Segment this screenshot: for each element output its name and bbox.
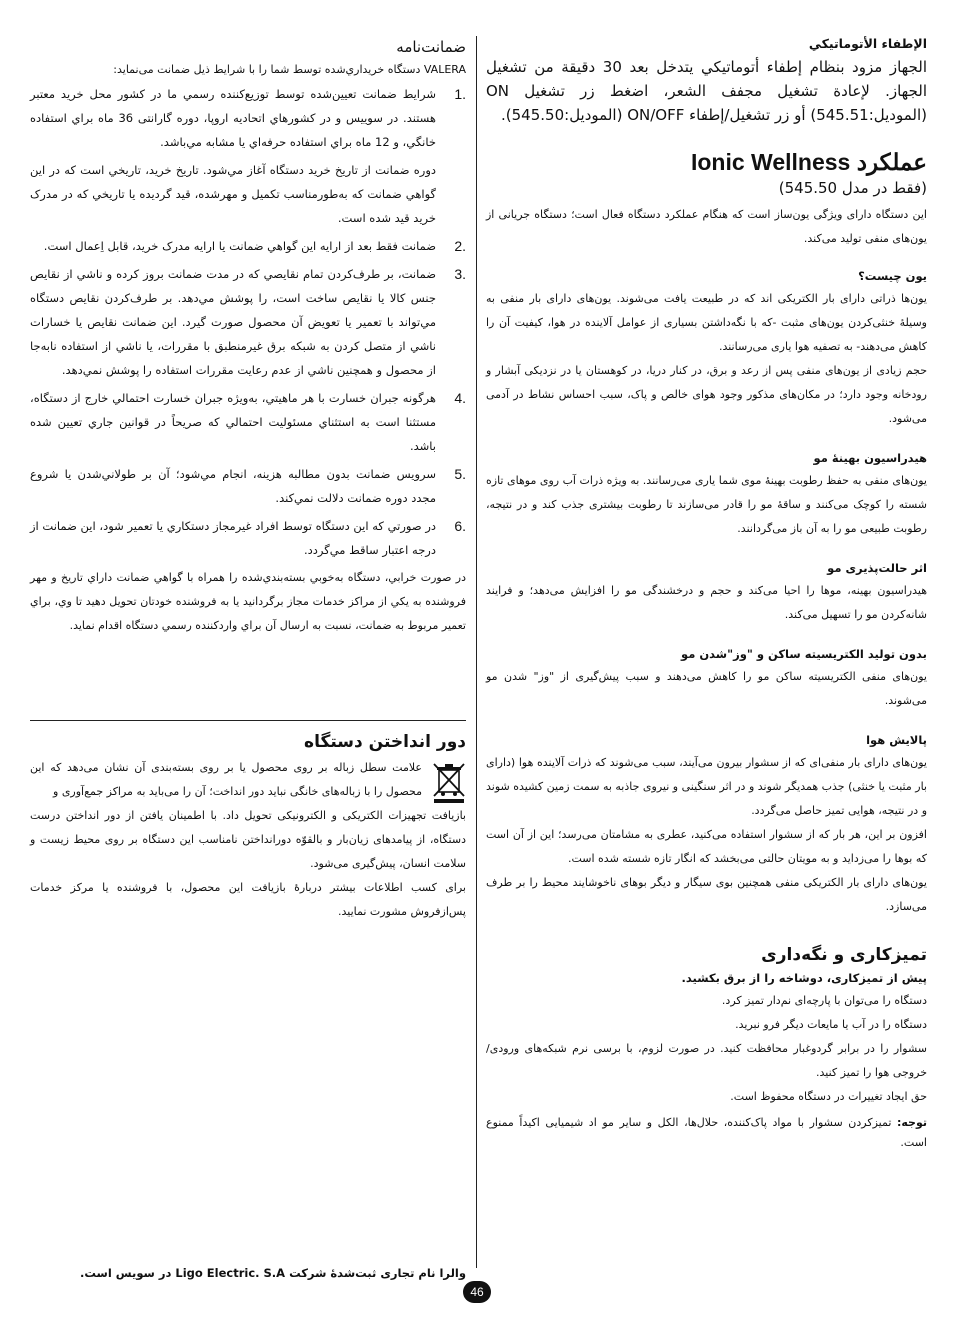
- ionic-subsection-title: اثر حالت‌پذیری مو: [827, 561, 927, 575]
- warranty-item-text: هرگونه جبران خسارت با هر ماهیتي، به‌ویژه جبران خسارت احتمالي خارج از دستگاه، مستثنا است به استثناي مسئولیت احتمالي که صریحاً در قوانین جاري تعیین شده باشد.: [30, 391, 436, 453]
- ionic-subsections: [486, 265, 927, 919]
- warranty-intro: VALERA دستگاه خریداري‌شده توسط شما را با شرایط ذیل ضمانت می‌نماید:: [113, 63, 466, 76]
- ionic-subsection-title: پالایش هوا: [866, 733, 927, 747]
- cleaning-lines: [486, 989, 927, 1109]
- section-divider: [30, 720, 466, 721]
- ionic-subsection-title: یون چیست؟: [858, 269, 927, 283]
- warranty-item-text: ضمانت، بر طرف‌کردن تمام نقایصي که در مدت ضمانت بروز کرده و ناشي از نقایص جنس کالا یا نقایص ساخت است، را پوشش مي‌دهد. بر طرف‌کردن نقایص دستگاه مي‌تواند با تعمیر یا تعویض آن محصول صورت گیرد. این ضمانت نقایص یا خسارات ناشي از متصل کردن به شبکه برق غیرمنطبق با مقررات، یا ناشي از استفاده نابه‌جا از محصول و همچنین ناشي از عدم رعایت مقررات استفاده را پوشش نمي‌دهد.: [30, 267, 436, 377]
- warranty-item: [30, 514, 466, 562]
- warranty-item: [30, 462, 466, 510]
- warranty-item-text: در صورتي که این دستگاه توسط افراد غیرمجاز دستکاري یا تعمیر شود، این ضمانت از درجه اعتبار ساقط مي‌گردد.: [30, 519, 436, 557]
- ionic-section: [486, 147, 927, 919]
- left-column: [30, 36, 466, 638]
- warranty-item-text: سرویس ضمانت بدون مطالبه هزینه، انجام مي‌شود؛ آن بر طولاني‌شدن یا شروع مجدد دوره ضمانت دلالت نمي‌کند.: [30, 467, 436, 505]
- warranty-item-number: .6: [454, 518, 466, 534]
- ionic-paragraph: یون‌های منفی الکتریسیته ساکن مو را کاهش می‌دهند و سبب پیش‌گیری از "وز" شدن مو می‌شوند.: [486, 670, 927, 707]
- warranty-item-extra: دوره ضمانت از تاریخ خرید دستگاه آغاز مي‌شود. تاریخ خرید، تاریخي است که در این گواهي ضمانت که به‌طورمناسب تکمیل و مهرشده، قید گردیده یا تاریخي که در مدرک خرید قید شده است.: [30, 163, 436, 225]
- crossed-bin-icon: [432, 760, 466, 804]
- ionic-title-en: Ionic Wellness: [690, 149, 851, 175]
- auto-off-title: الإطفاء الأتوماتيكي: [808, 36, 927, 51]
- cleaning-note: [486, 1113, 927, 1153]
- ionic-subtitle: (فقط در مدل 545.50): [778, 179, 927, 197]
- warranty-item: [30, 82, 466, 230]
- ionic-paragraph: یون‌ها ذراتی دارای بار الکتریکی اند که در طبیعت یافت می‌شوند. یون‌های دارای بار منفی به وسیلهٔ خنثی‌کردن یون‌های مثبت -که با نگه‌داشتن بسیاری از عوامل آلاینده در هوا، کیفیت آن را کاهش می‌دهند- به تصفیه هوا یاری می‌رسانند.: [486, 292, 927, 353]
- ionic-title: [486, 147, 927, 177]
- warranty-item-number: .3: [454, 266, 466, 282]
- ionic-paragraph: یون‌های دارای بار الکتریکی منفی همچنین بوی سیگار و دیگر بوهای ناخوشایند محیط را بر طرف می‌سازد.: [486, 876, 927, 913]
- ionic-paragraph: حجم زیادی از یون‌های منفی پس از رعد و برق، در کنار دریا، در کوهستان یا در نزدیکی آبشار و رودخانه وجود دارد؛ در مکان‌های مذکور وجود هوای خالص و پاک، سبب احساس نشاط در آدمی می‌شود.: [486, 364, 927, 425]
- ionic-subsection: [486, 729, 927, 919]
- warranty-item-text: ضمانت فقط بعد از ارایه این گواهي ضمانت یا ارایه مدرک خرید، قابل اِعمال است.: [43, 239, 436, 253]
- ionic-subsection-title: بدون تولید الکتریسیته ساکن و "وز"شدن مو: [681, 647, 927, 661]
- disposal-second: بازیافت تجهیزات الکتریکی و الکترونیکی تحویل داد. با اطمینان یافتن از دور انداختن درست دستگاه، از پیامدهای زیان‌بار و بالقوّه دورانداختن نامناسب این دستگاه بر روی محیط زیست و سلامت انسان، پیش‌گیری می‌شود.: [30, 809, 466, 870]
- page-number: 46: [463, 1281, 491, 1303]
- trademark-footer: والرا نام تجاری ثبت‌شدهٔ شرکت Ligo Electric. S.A در سویس است.: [79, 1266, 466, 1280]
- warranty-item: [30, 262, 466, 382]
- ionic-subsection: [486, 447, 927, 541]
- warranty-item-number: .5: [454, 466, 466, 482]
- disposal-section: [30, 730, 466, 924]
- warranty-item-number: .4: [454, 390, 466, 406]
- auto-off-section: [486, 36, 927, 127]
- ionic-title-fa: عملکرد: [856, 149, 927, 175]
- ionic-subsection-title: هیدراسیون بهینهٔ مو: [813, 451, 927, 465]
- warranty-item-number: .2: [454, 238, 466, 254]
- cleaning-note-text: تمیزکردن سشوار با مواد پاک‌کننده، حلال‌ها، الکل و سایر مو اد شیمیایی اکیداً ممنوع است.: [486, 1116, 927, 1149]
- warranty-title: ضمانت‌نامه: [396, 38, 466, 56]
- ionic-paragraph: یون‌های دارای بار منفی‌ای که از سشوار بیرون می‌آیند، سبب می‌شوند که ذرات آلاینده هوا (دارای بار مثبت یا خنثی) جذب همدیگر شوند و در اثر سنگینی و نیروی جاذبه به سمت زمین کشیده شوند و در نتیجه، هوایی تمیز حاصل می‌گردد.: [486, 756, 927, 817]
- cleaning-line: دستگاه را در آب یا مایعات دیگر فرو نبرید.: [735, 1018, 927, 1031]
- ionic-paragraph: افزون بر این، هر بار که از سشوار استفاده می‌کنید، عطری به مشامتان می‌رسد؛ این از آن است که بوها را می‌زداید و به مویتان حالتی می‌بخشد که انگار تازه شسته شده است.: [486, 828, 927, 865]
- cleaning-line: حق ایجاد تغییرات در دستگاه محفوظ است.: [730, 1090, 927, 1103]
- cleaning-note-label: توجه:: [896, 1116, 927, 1129]
- cleaning-title: تمیزکاری و نگه‌داری: [761, 945, 927, 965]
- cleaning-lead: پیش از تمیزکاری، دوشاخه را از برق بکشید.: [681, 971, 927, 985]
- ionic-subsection: [486, 557, 927, 627]
- warranty-item-text: شرایط ضمانت تعیین‌شده توسط توزیع‌کننده رسمي ما در کشور محل خرید معتبر هستند. در سوییس و در کشورهاي اتحادیه اروپا، دوره گارانتی 36 ماه براي استفاده خانگي، و 12 ماه براي استفاده حرفه‌اي یا مشابه مي‌باشد.: [30, 87, 436, 149]
- auto-off-body: الجهاز مزود بنظام إطفاء أتوماتيكي يتدخل بعد 30 دقيقة من تشغيل الجهاز. لإعادة تشغيل مجفف الشعر، اضغط زر تشغيل ON (الموديل:545.51) أو زر تشغيل/إطفاء ON/OFF (الموديل:545.50).: [486, 58, 927, 124]
- cleaning-line: سشوار را در برابر گردوغبار محافظت کنید. در صورت لزوم، با برسی نرم شبکه‌های ورودی/خروجی هوا را تمیز کنید.: [486, 1042, 927, 1079]
- warranty-item: [30, 234, 466, 258]
- right-column: [486, 36, 927, 1153]
- disposal-first: علامت سطل زباله بر روی محصول یا بر روی بسته‌بندی آن نشان می‌دهد که این محصول را با زباله‌های خانگی نباید دور انداخت؛ آن را می‌باید به مراکز جمع‌آوری و: [30, 761, 422, 798]
- warranty-item: [30, 386, 466, 458]
- ionic-subsection: [486, 643, 927, 713]
- warranty-item-number: .1: [454, 86, 466, 102]
- cleaning-line: دستگاه را می‌توان با پارچه‌ای نم‌دار تمیز کرد.: [721, 994, 927, 1007]
- warranty-section: [30, 36, 466, 638]
- column-divider: [476, 36, 477, 1268]
- ionic-paragraph: هیدراسیون بهینه، موها را احیا می‌کند و حجم و درخشندگی مو را افزایش می‌دهد؛ و فرایند شانه‌کردن مو را تسهیل می‌کند.: [486, 584, 927, 621]
- disposal-third: برای کسب اطلاعات بیشتر دربارهٔ بازیافت این محصول، با فروشنده یا مرکز خدمات پس‌ازفروش مشورت نمایید.: [30, 881, 466, 918]
- disposal-title: دور انداختن دستگاه: [304, 732, 466, 752]
- warranty-closing: در صورت خرابي، دستگاه به‌خوبي بسته‌بندي‌شده را همراه با گواهي ضمانت داراي تاریخ و مهر فروشنده به یکي از مراکز خدمات مجاز برگردانید یا به فروشنده خودتان تحویل دهید تا وي، براي تعمیر مربوط به ضمانت، نسبت به ارسال آن براي واردکننده رسمي دستگاه اقدام نماید.: [30, 571, 466, 632]
- ionic-intro: این دستگاه دارای ویژگی یون‌ساز است که هنگام عملکرد دستگاه فعال است؛ دستگاه جریانی از یون‌های منفی تولید می‌کند.: [486, 208, 927, 245]
- ionic-subsection: [486, 265, 927, 431]
- ionic-paragraph: یون‌های منفی به حفظ رطوبت بهینهٔ موی شما یاری می‌رسانند. به ویژه ذرات آب روی موهای تازه شسته را کوچک می‌کنند و ساقهٔ مو را قادر می‌سازند تا رطوبت بیشتری جذب کند و در نتیجه، رطوبت طبیعی مو را به آن باز می‌گردانند.: [486, 474, 927, 535]
- cleaning-section: [486, 943, 927, 1153]
- warranty-list: [30, 82, 466, 562]
